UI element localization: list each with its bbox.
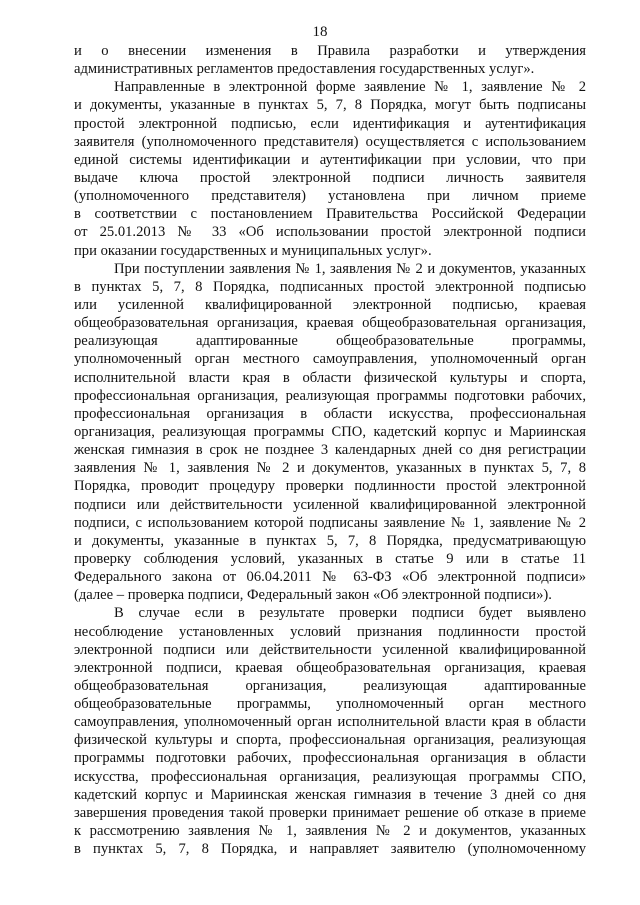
text-line: В случае если в результате проверки подписи будет выявлено	[114, 605, 586, 622]
text-line: несоблюдение установленных условий признания подлинности простой	[74, 623, 586, 640]
text-line: простой электронной подписью, если идентификация и аутентификация	[74, 115, 586, 132]
text-line: исполнительной власти края в области физической культуры и спорта,	[74, 369, 586, 386]
text-line: заявителя (уполномоченного представителя) осуществляется с использованием	[74, 133, 586, 150]
page-number: 18	[312, 24, 328, 40]
text-line: программы подготовки рабочих, профессиональная организация в области	[74, 750, 586, 767]
text-line: общеобразовательная организация, краевая общеобразовательная организация,	[74, 315, 586, 332]
text-line: подписи, с использованием которой подписаны заявление № 1, заявление № 2	[74, 514, 586, 531]
text-line: и о внесении изменения в Правила разработки и утверждения	[74, 43, 586, 59]
text-line: (уполномоченного представителя) установлена при личном приеме	[74, 188, 586, 205]
text-line: заявления № 1, заявления № 2 и документов, указанных в пунктах 5, 7, 8	[74, 460, 586, 477]
text-line: самоуправления, уполномоченный орган исполнительной власти края в области	[74, 714, 586, 731]
text-line: единой системы идентификации и аутентификации при условии, что при	[74, 151, 586, 168]
text-line: и документы, указанные в пунктах 5, 7, 8 Порядка, могут быть подписаны	[74, 97, 586, 114]
text-line: в пунктах 5, 7, 8 Порядка, и направляет заявителю (уполномоченному	[74, 841, 586, 858]
text-line: электронной подписи или действительности усиленной квалифицированной	[74, 641, 586, 658]
text-line: от 25.01.2013 № 33 «Об использовании простой электронной подписи	[74, 224, 586, 241]
text-line: Федерального закона от 06.04.2011 № 63-ФЗ «Об электронной подписи»	[74, 569, 586, 586]
document-body	[74, 42, 586, 858]
text-line: подписи или действительности усиленной квалифицированной электронной	[74, 496, 586, 513]
text-line: искусства, профессиональная организация, реализующая программы СПО,	[74, 768, 586, 785]
text-line: электронной подписи, краевая общеобразовательная организация, краевая	[74, 659, 586, 676]
text-line: проверку соблюдения условий, указанных в статье 9 или в статье 11	[74, 550, 586, 567]
text-line: При поступлении заявления № 1, заявления № 2 и документов, указанных	[114, 260, 586, 277]
text-line: физической культуры и спорта, профессиональная организация, реализующая	[74, 732, 586, 749]
text-line: кадетский корпус и Мариинская женская гимназия в течение 3 дней со дня	[74, 786, 586, 803]
text-line: профессиональная организация в области искусства, профессиональная	[74, 405, 586, 422]
text-line: организация, реализующая программы СПО, кадетский корпус и Мариинская	[74, 423, 586, 440]
text-line: в соответствии с постановлением Правительства Российской Федерации	[74, 206, 586, 223]
text-line: при оказании государственных и муниципальных услуг».	[74, 242, 432, 259]
text-line: реализующая адаптированные общеобразовательные программы,	[74, 333, 586, 350]
text-line: и документы, указанные в пунктах 5, 7, 8 Порядка, предусматривающую	[74, 532, 586, 549]
text-line: общеобразовательная организация, реализующая адаптированные	[74, 677, 586, 694]
text-line: административных регламентов предоставления государственных услуг».	[74, 61, 535, 78]
text-line: профессиональная организация, реализующая программы подготовки рабочих,	[74, 387, 586, 404]
text-line: общеобразовательные программы, уполномоченный орган местного	[74, 696, 586, 713]
text-line: завершения проведения такой проверки принимает решение об отказе в приеме	[74, 804, 586, 821]
text-line: или усиленной квалифицированной электронной подписью, краевая	[74, 296, 586, 313]
text-line: уполномоченный орган местного самоуправления, уполномоченный орган	[74, 351, 586, 368]
text-line: выдаче ключа простой электронной подписи личность заявителя	[74, 169, 586, 186]
text-line: женская гимназия в срок не позднее 3 календарных дней со дня регистрации	[74, 442, 586, 459]
text-line: к рассмотрению заявления № 1, заявления № 2 и документов, указанных	[74, 823, 586, 840]
text-line: в пунктах 5, 7, 8 Порядка, подписанных простой электронной подписью	[74, 278, 586, 295]
text-line: Направленные в электронной форме заявление № 1, заявление № 2	[114, 79, 586, 96]
text-line: (далее – проверка подписи, Федеральный закон «Об электронной подписи»).	[74, 587, 552, 604]
text-line: Порядка, проводит процедуру проверки подлинности простой электронной	[74, 478, 586, 495]
